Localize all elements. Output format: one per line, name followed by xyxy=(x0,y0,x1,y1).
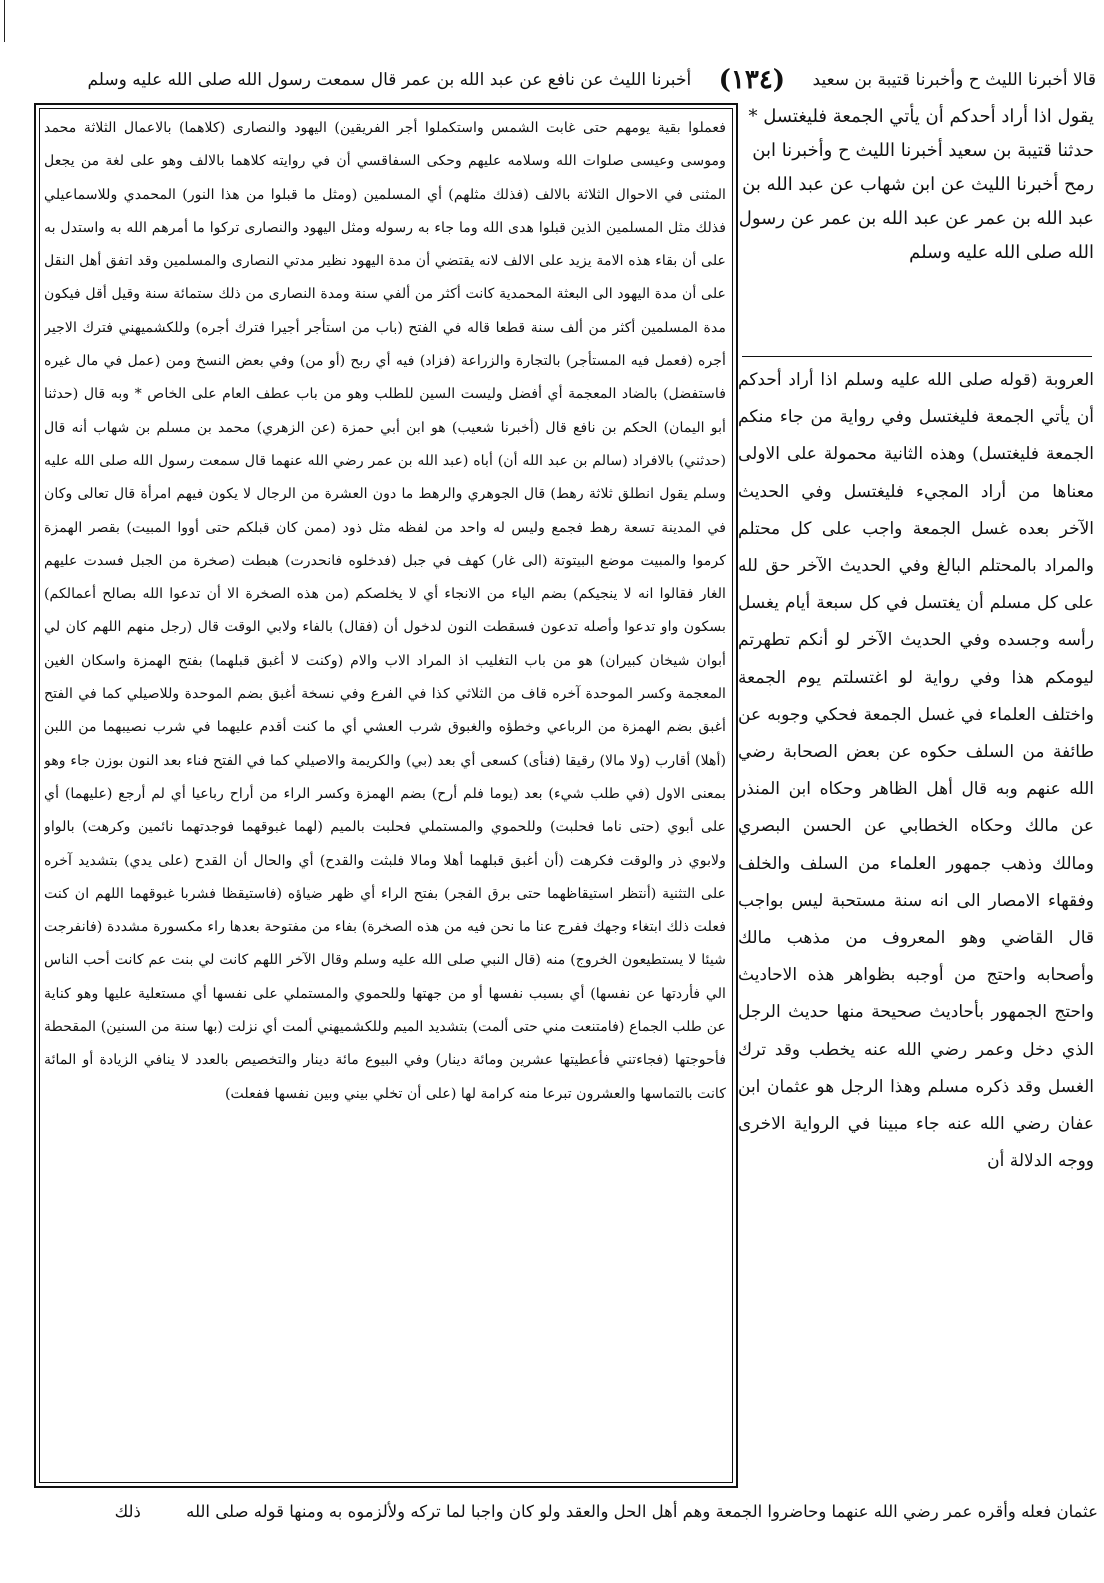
header-left-text: أخبرنا الليث عن نافع عن عبد الله بن عمر قال سمعت رسول الله صلى الله عليه وسلم xyxy=(87,69,692,90)
main-commentary xyxy=(44,112,726,1478)
side-divider xyxy=(742,356,1092,357)
running-header xyxy=(20,62,1096,96)
side-commentary-body: العروبة (قوله صلى الله عليه وسلم اذا أراد أحدكم أن يأتي الجمعة فليغتسل وفي رواية من جاء منكم الجمعة فليغتسل) وهذه الثانية محمولة على الاولى معناها من أراد المجيء فليغتسل وفي الحديث الآخر بعده غسل الجمعة واجب على كل محتلم والمراد بالمحتلم البالغ وفي الحديث الآخر حق لله على كل مسلم أن يغتسل في كل سبعة أيام يغسل رأسه وجسده وفي الحديث الآخر لو أنكم تطهرتم ليومكم هذا وفي رواية لو اغتسلتم يوم الجمعة واختلف العلماء في غسل الجمعة فحكي وجوبه عن طائفة من السلف حكوه عن بعض الصحابة رضي الله عنهم وبه قال أهل الظاهر وحكاه ابن المنذر عن مالك وحكاه الخطابي عن الحسن البصري ومالك وذهب جمهور العلماء من السلف والخلف وفقهاء الامصار الى انه سنة مستحبة ليس بواجب قال القاضي وهو المعروف من مذهب مالك وأصحابه واحتج من أوجبه بظواهر هذه الاحاديث واحتج الجمهور بأحاديث صحيحة منها حديث الرجل الذي دخل وعمر رضي الله عنه يخطب وقد ترك الغسل وقد ذكره مسلم وهذا الرجل هو عثمان ابن عفان رضي الله عنه جاء مبينا في الرواية الاخرى ووجه الدلالة أن xyxy=(738,370,1094,1172)
side-commentary xyxy=(738,362,1094,1512)
side-text-hadith xyxy=(738,100,1094,352)
catchword: ذلك xyxy=(114,1502,141,1521)
page-number: (١٣٤) xyxy=(718,64,786,95)
footer-text: عثمان فعله وأقره عمر رضي الله عنهما وحاضروا الجمعة وهم أهل الحل والعقد ولو كان واجبا لما تركه ولألزموه به ومنها قوله صلى الله xyxy=(186,1502,1098,1521)
margin-line xyxy=(4,0,5,42)
side-text-hadith-body: يقول اذا أراد أحدكم أن يأتي الجمعة فليغتسل * حدثنا قتيبة بن سعيد أخبرنا الليث ح وأخبرنا ابن رمح أخبرنا الليث عن ابن شهاب عن عبد الله بن عبد الله بن عمر عن عبد الله بن عمر عن رسول الله صلى الله عليه وسلم xyxy=(738,106,1094,263)
main-paragraph: فعملوا بقية يومهم حتى غابت الشمس واستكملوا أجر الفريقين) اليهود والنصارى (كلاهما) بالاعمال الثلاثة محمد وموسى وعيسى صلوات الله وسلامه عليهم وحكى السفاقسي أن في روايته كلاهما بالالف وهو على لغة من يجعل المثنى في الاحوال الثلاثة بالالف (فذلك مثلهم) أي المسلمين (ومثل ما قبلوا من هذا النور) المحمدي وللاسماعيلي فذلك مثل المسلمين الذين قبلوا هدى الله وما جاء به رسوله ومثل اليهود والنصارى تركوا ما أمرهم الله به واستدل به على أن بقاء هذه الامة يزيد على الالف لانه يقتضي أن مدة اليهود نظير مدتي النصارى والمسلمين وقد اتفق أهل النقل على أن مدة اليهود الى البعثة المحمدية كانت أكثر من ألفي سنة ومدة النصارى من ذلك ستمائة سنة وقيل أقل فيكون مدة المسلمين أكثر من ألف سنة قطعا قاله في الفتح (باب من استأجر أجيرا فترك أجره) وللكشميهني فترك الاجير أجره (فعمل فيه المستأجر) بالتجارة والزراعة (فزاد) فيه أي ربح (أو من) وفي بعض النسخ ومن (عمل في مال غيره فاستفضل) بالضاد المعجمة أي أفضل وليست السين للطلب وهو من باب عطف العام على الخاص * وبه قال (حدثنا أبو اليمان) الحكم بن نافع قال (أخبرنا شعيب) هو ابن أبي حمزة (عن الزهري) محمد بن مسلم بن شهاب أنه قال (حدثني) بالافراد (سالم بن عبد الله أن) أباه (عبد الله بن عمر رضي الله عنهما قال سمعت رسول الله صلى الله عليه وسلم يقول انطلق ثلاثة رهط) قال الجوهري والرهط ما دون العشرة من الرجال لا يكون فيهم امرأة قال تعالى وكان في المدينة تسعة رهط فجمع وليس له واحد من لفظه مثل ذود (ممن كان قبلكم حتى أووا المبيت) بقصر الهمزة كرموا والمبيت موضع البيتوتة (الى غار) كهف في جبل (فدخلوه فانحدرت) هبطت (صخرة من الجبل فسدت عليهم الغار فقالوا انه لا ينجيكم) بضم الياء من الانجاء أي لا يخلصكم (من هذه الصخرة الا أن تدعوا الله بصالح أعمالكم) بسكون واو تدعوا وأصله تدعون فسقطت النون لدخول أن (فقال) بالفاء ولابي الوقت قال (رجل منهم اللهم كان لي أبوان شيخان كبيران) هو من باب التغليب اذ المراد الاب والام (وكنت لا أغبق قبلهما) بفتح الهمزة واسكان الغين المعجمة وكسر الموحدة آخره قاف من الثلاثي كذا في الفرع وفي نسخة أغبق بضم الموحدة وللاصيلي كما في الفتح أغبق بضم الهمزة من الرباعي وخطؤه والغبوق شرب العشي أي ما كنت أقدم عليهما في شرب نصيبهما من اللبن (أهلا) أقارب (ولا مالا) رقيقا (فنأى) كسعى أي بعد (بي) والكريمة والاصيلي كما في الفتح فناء بعد النون بوزن جاء وهو بمعنى الاول (في طلب شيء) بعد (يوما فلم أرح) بضم الهمزة وكسر الراء من أراح رباعيا أي لم أرجع (عليهما) أي على أبوي (حتى ناما فحلبت) وللحموي والمستملي فحلبت بالميم (لهما غبوقهما فوجدتهما نائمين وكرهت) بالواو ولابوي ذر والوقت فكرهت (أن أغبق قبلهما أهلا ومالا فلبثت والقدح) أي والحال أن القدح (على يدي) بتشديد آخره على التثنية (أنتظر استيقاظهما حتى برق الفجر) بفتح الراء أي ظهر ضياؤه (فاستيقظا فشربا غبوقهما اللهم ان كنت فعلت ذلك ابتغاء وجهك ففرج عنا ما نحن فيه من هذه الصخرة) بفاء من مفتوحة بعدها راء مكسورة مشددة (فانفرجت شيئا لا يستطيعون الخروج) منه (قال النبي صلى الله عليه وسلم وقال الآخر اللهم كانت لي بنت عم كانت أحب الناس الي فأردتها عن نفسها) أي بسبب نفسها أو من جهتها وللحموي والمستملي على نفسها أي مستعلية عليها وهو كناية عن طلب الجماع (فامتنعت مني حتى ألمت) بتشديد الميم وللكشميهني ألمت أي نزلت (بها سنة من السنين) المقحطة فأحوجتها (فجاءتني فأعطيتها عشرين ومائة دينار) وفي البيوع مائة دينار والتخصيص بالعدد لا ينافي الزيادة أو المائة كانت بالتماسها والعشرون تبرعا منه كرامة لها (على أن تخلي بيني وبين نفسها ففعلت) xyxy=(44,120,726,1102)
footer-line xyxy=(34,1492,1098,1532)
header-right-text: قالا أخبرنا الليث ح وأخبرنا قتيبة بن سعيد xyxy=(812,69,1096,90)
